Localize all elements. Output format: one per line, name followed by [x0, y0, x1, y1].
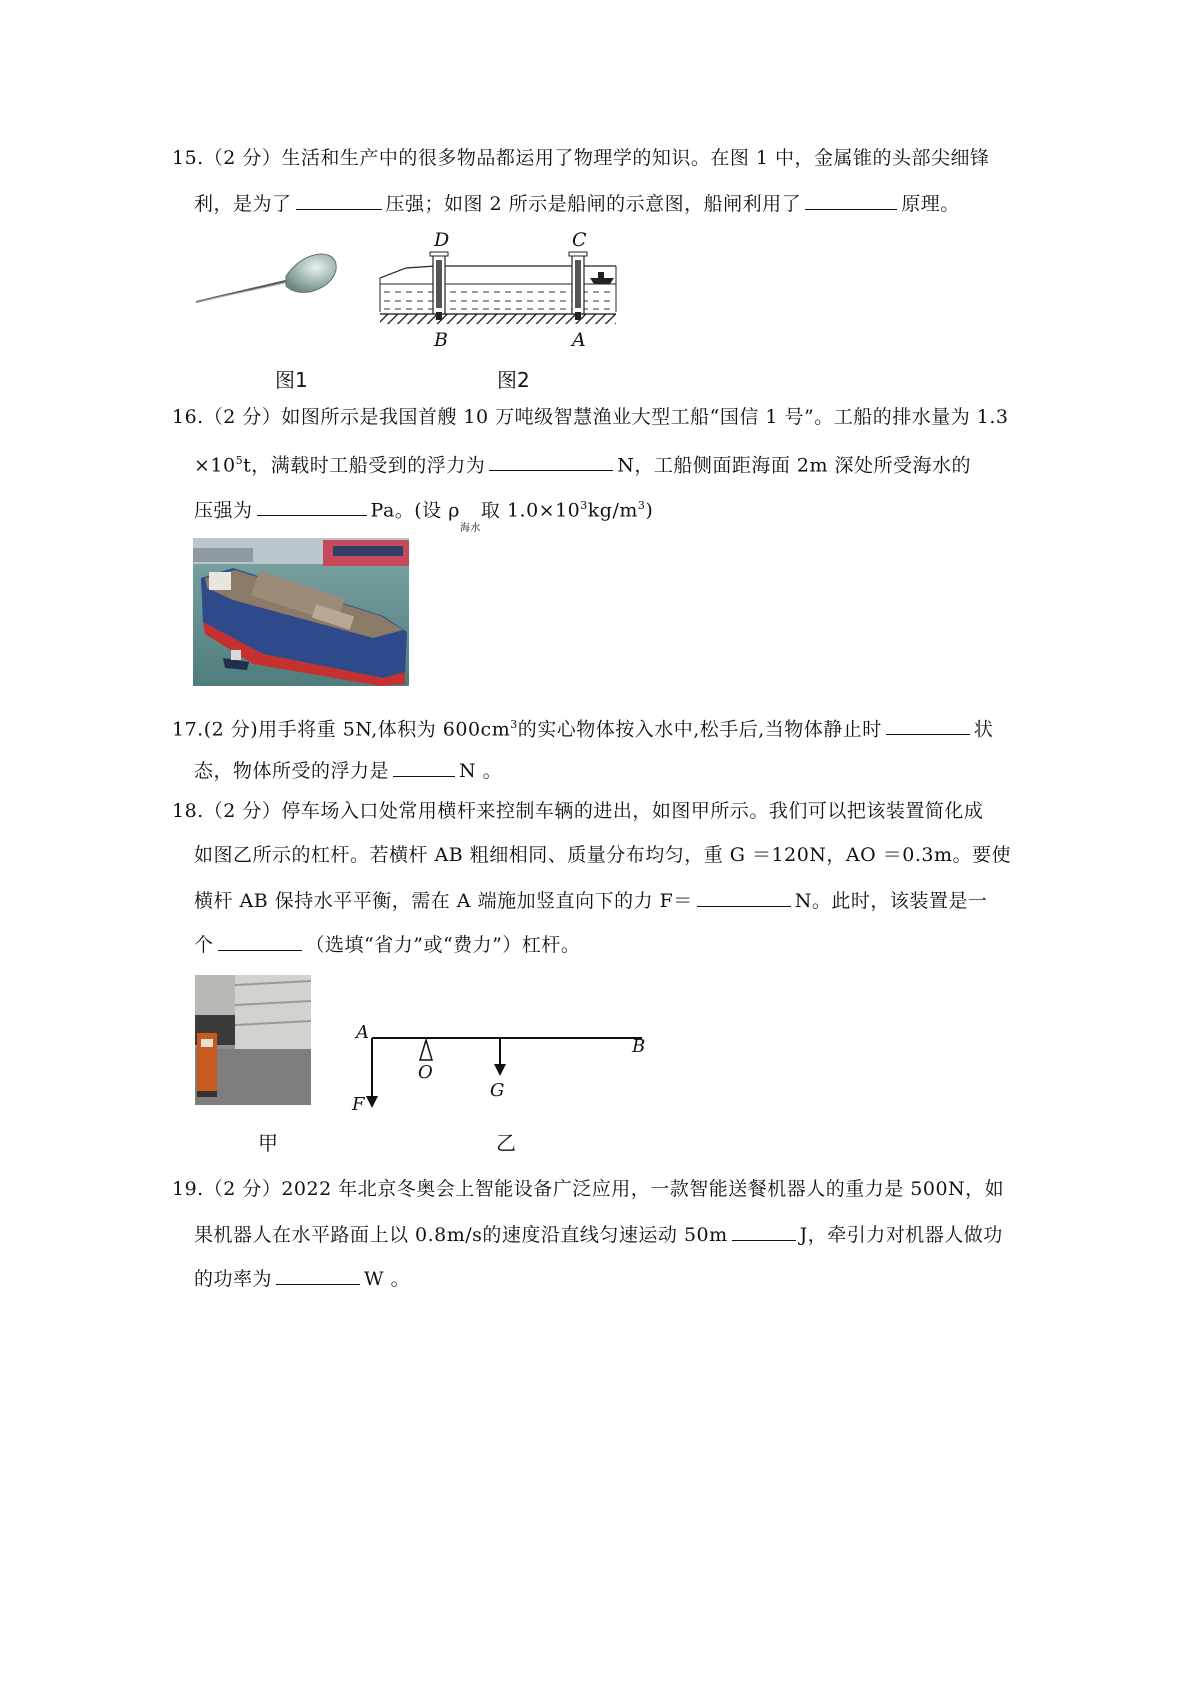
- q16-text-g: kg/m: [587, 499, 638, 522]
- q17-text-a: 17.(2 分)用手将重 5N,体积为 600cm: [172, 718, 511, 741]
- q19-text-c: 的功率为: [194, 1268, 273, 1290]
- ship-photo: [193, 538, 409, 686]
- q19-line-1: 19.（2 分）2022 年北京冬奥会上智能设备广泛应用，一款智能送餐机器人的重力是 500N，如: [172, 1178, 1005, 1200]
- valve-a-label: A: [572, 329, 586, 351]
- q16-text-h: ): [645, 499, 654, 522]
- q17-text-e: N 。: [459, 760, 503, 782]
- parking-barrier-photo: [195, 975, 311, 1105]
- q18-blank-1[interactable]: [697, 886, 791, 907]
- q17-line-1: [172, 712, 993, 742]
- q17-blank-1[interactable]: [886, 714, 970, 735]
- q15-line-1: 15.（2 分）生活和生产中的很多物品都运用了物理学的知识。在图 1 中，金属锥的头部尖细锋: [172, 147, 990, 169]
- weight-g-label: G: [490, 1080, 505, 1101]
- q19-blank-2[interactable]: [276, 1264, 360, 1285]
- q16-text-e: Pa。(设 ρ: [370, 499, 460, 522]
- ship-lock-figure: [376, 226, 622, 354]
- q17-line-2: [194, 756, 502, 784]
- q16-text-d: 压强为: [194, 499, 253, 522]
- q19-blank-1[interactable]: [732, 1220, 796, 1241]
- fulcrum-o-label: O: [418, 1062, 433, 1083]
- q19-line-3: [194, 1264, 410, 1292]
- lever-end-b-label: B: [632, 1036, 646, 1057]
- q19-text-a: 果机器人在水平路面上以 0.8m/s的速度沿直线匀速运动 50m: [194, 1224, 728, 1246]
- fig-yi-caption: 乙: [496, 1131, 516, 1155]
- q15-blank-2[interactable]: [805, 189, 897, 210]
- q15-text-b: 压强；如图 2 所示是船闸的示意图，船闸利用了: [385, 193, 802, 215]
- q16-text-b: t，满载时工船受到的浮力为: [243, 454, 486, 477]
- q17-text-b: 的实心物体按入水中,松手后,当物体静止时: [517, 718, 882, 741]
- fig2-caption: 图2: [497, 368, 530, 392]
- q18-line-2: 如图乙所示的杠杆。若横杆 AB 粗细相同、质量分布均匀，重 G ＝120N，AO ＝0.3m。要使: [194, 844, 1011, 866]
- q19-text-b: J，牵引力对机器人做功: [799, 1224, 1003, 1246]
- q18-line-4: [194, 930, 580, 958]
- gate-d-label: D: [434, 229, 450, 251]
- q18-line-1: 18.（2 分）停车场入口处常用横杆来控制车辆的进出，如图甲所示。我们可以把该装置简化成: [172, 800, 984, 822]
- fig1-caption: 图1: [275, 368, 308, 392]
- q15-blank-1[interactable]: [296, 189, 382, 210]
- q18-text-d: （选填“省力”或“费力”）杠杆。: [305, 934, 581, 956]
- q16-line-2: [194, 448, 971, 478]
- q16-line-3: [194, 493, 654, 535]
- q16-line-1: 16.（2 分）如图所示是我国首艘 10 万吨级智慧渔业大型工船“国信 1 号”。工船的排水量为 1.3: [172, 406, 1009, 428]
- q19-text-d: W 。: [364, 1268, 411, 1290]
- q17-blank-2[interactable]: [393, 756, 455, 777]
- q17-text-c: 状: [973, 718, 994, 741]
- q18-text-b: N。此时，该装置是一: [794, 890, 988, 912]
- fig-jia-caption: 甲: [258, 1131, 278, 1155]
- valve-b-label: B: [434, 329, 448, 351]
- lever-diagram: [350, 1020, 660, 1120]
- lever-end-a-label: A: [356, 1022, 369, 1043]
- q15-text-a: 利，是为了: [194, 193, 292, 215]
- force-f-label: F: [352, 1094, 365, 1115]
- q16-text-c: N，工船侧面距海面 2m 深处所受海水的: [617, 454, 972, 477]
- q19-line-2: [194, 1220, 1003, 1248]
- q16-exponent-3b: 3: [637, 499, 646, 512]
- q15-text-c: 原理。: [901, 193, 960, 215]
- q18-text-a: 横杆 AB 保持水平平衡，需在 A 端施加竖直向下的力 F＝: [194, 890, 693, 912]
- q16-times-ten: ×10: [194, 454, 236, 477]
- q16-exponent-3: 3: [580, 499, 588, 512]
- q18-text-c: 个: [194, 934, 214, 956]
- gate-c-label: C: [572, 229, 587, 251]
- q16-blank-2[interactable]: [257, 495, 367, 516]
- q16-text-f: 取 1.0×10: [480, 499, 581, 522]
- awl-figure: [190, 246, 340, 316]
- q16-exponent-5: 5: [235, 454, 244, 467]
- q15-line-2: [194, 189, 960, 217]
- q18-blank-2[interactable]: [218, 930, 302, 951]
- q16-blank-1[interactable]: [489, 450, 613, 471]
- q17-text-d: 态，物体所受的浮力是: [194, 760, 390, 782]
- q18-line-3: [194, 886, 987, 914]
- q16-subscript-seawater: 海水: [459, 523, 481, 535]
- q17-exponent-3: 3: [510, 718, 518, 731]
